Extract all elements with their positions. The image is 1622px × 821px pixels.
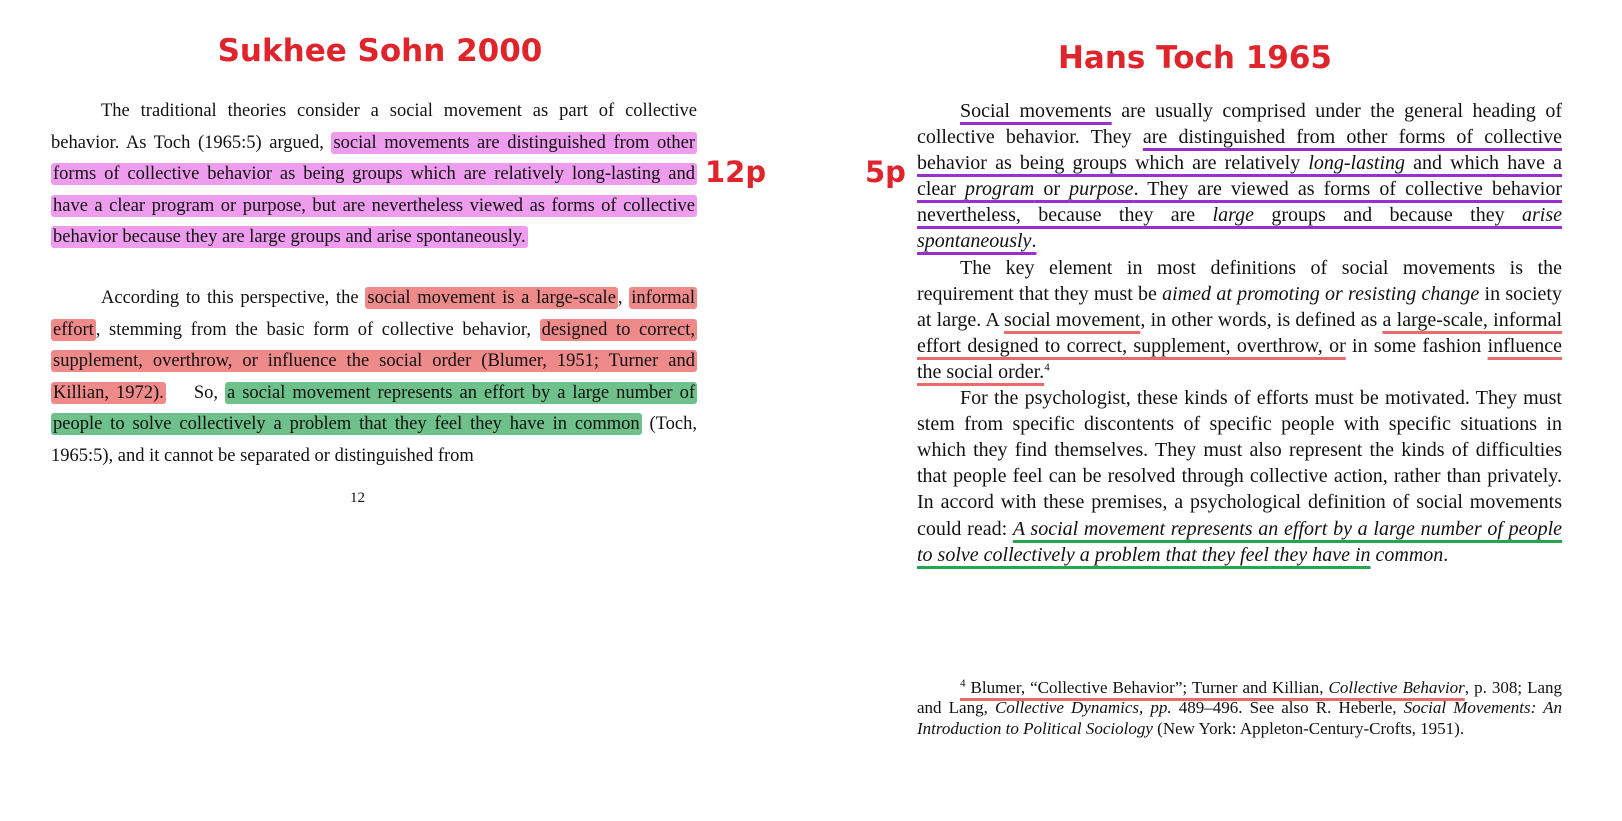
- left-p2-text: , stemming from the basic form of collective behavior,: [95, 319, 540, 340]
- left-page-badge: 12p: [705, 155, 767, 189]
- footnote-red-underline: [960, 678, 1465, 697]
- right-p3-text: For the psychologist, these kinds of efforts must be motivated. They must stem from specific discontents of specific people with specific situations in which they find themselves. They must also represent the kinds of difficulties that people feel can be resolved through collective action, rather than privately. In accord with these premises, a psychological definition of social movements could read:: [917, 387, 1562, 540]
- right-p3-text: .: [1443, 543, 1449, 566]
- right-purple-underline: long-lasting: [1308, 152, 1406, 175]
- left-p2-text: (Toch, 1965:5), and it cannot be separated or distinguished from: [51, 414, 697, 466]
- right-document-excerpt: [917, 98, 1562, 568]
- right-purple-underline: . They are viewed as forms of collective behavior nevertheless, because they are: [917, 178, 1562, 227]
- footnote-text: , p. 308; Lang and Lang,: [917, 678, 1563, 718]
- right-purple-underline: .: [1031, 230, 1037, 253]
- footnote-text: 489–496. See also R. Heberle,: [1171, 698, 1404, 718]
- left-p2-text: According to this perspective, the: [101, 287, 366, 308]
- left-paragraph-1: [51, 96, 697, 254]
- right-paragraph-1: [917, 98, 1562, 255]
- footnote-italic: Social Movements: An Introduction to Political Sociology: [917, 698, 1562, 738]
- right-p2-text: in some fashion: [1345, 334, 1488, 357]
- left-red-highlight: informal effort: [53, 287, 695, 340]
- left-p2-text: ,: [617, 287, 630, 308]
- left-red-highlight: designed to correct, supplement, overthrow, or influence the social order (Blumer, 1951; Turner and Killian, 1972).: [53, 319, 695, 403]
- right-p2-italic: aimed at promoting or resisting change: [1162, 282, 1480, 305]
- right-p1-text: are usually comprised under the general heading of collective behavior. They: [917, 100, 1562, 149]
- right-green-underline: A social movement represents an effort by a large number of people to solve collectively a problem that they feel they have in: [917, 517, 1562, 566]
- footnote-underlined-text: Blumer, “Collective Behavior”; Turner and Killian,: [965, 678, 1329, 697]
- right-red-underline: influence the social order.: [917, 334, 1562, 383]
- left-paragraph-2: [51, 283, 697, 473]
- right-purple-underline: groups and because they: [1254, 204, 1522, 227]
- right-purple-underline: purpose: [1069, 178, 1134, 201]
- footnote-ref: 4: [1044, 361, 1050, 374]
- right-footnote: [917, 678, 1562, 739]
- right-paragraph-2: [917, 255, 1562, 385]
- right-p2-text: in society at large. A: [917, 282, 1562, 331]
- right-purple-underline: or: [1034, 178, 1070, 201]
- left-red-highlight: social movement is a large-scale: [367, 287, 616, 308]
- left-pink-highlight: social movements are distinguished from other forms of collective behavior as being groups which are relatively long-lasting and have a clear program or purpose, but are nevertheless viewed as forms of collective behavior because they are large groups and arise spontaneously.: [53, 132, 696, 248]
- right-document-title: Hans Toch 1965: [1057, 40, 1333, 76]
- right-purple-underline: and which have a clear: [917, 152, 1562, 201]
- right-red-underline: social movement: [1004, 308, 1141, 331]
- right-purple-underline: arise spontaneously: [917, 204, 1562, 253]
- left-p2-text: So,: [165, 382, 226, 403]
- footnote-number: 4: [960, 677, 966, 690]
- right-red-underline: a large-scale, informal effort designed to correct, supplement, overthrow, or: [917, 308, 1563, 357]
- right-purple-underline: are distinguished from other forms of collective behavior as being groups which are relatively: [917, 126, 1562, 175]
- footnote-text: (New York: Appleton-Century-Crofts, 1951).: [1152, 718, 1465, 738]
- right-purple-underline: program: [964, 178, 1035, 201]
- right-purple-underline: Social movements: [960, 100, 1112, 122]
- left-document-title: Sukhee Sohn 2000: [217, 33, 543, 69]
- left-p1-text: The traditional theories consider a social movement as part of collective behavior. As Toch (1965:5) argued,: [51, 101, 697, 153]
- right-p3-italic: common: [1370, 543, 1444, 566]
- right-page-badge: 5p: [865, 155, 906, 189]
- footnote-italic: Collective Dynamics, pp.: [994, 698, 1172, 718]
- footnote-underlined-italic: Collective Behavior: [1328, 678, 1465, 697]
- right-purple-underline: large: [1212, 204, 1255, 227]
- right-paragraph-3: [917, 385, 1562, 568]
- left-green-highlight: a social movement represents an effort by a large number of people to solve collectively a problem that they feel they have in common: [53, 382, 696, 435]
- left-page-number: 12: [350, 490, 365, 506]
- right-p2-text: The key element in most definitions of social movements is the requirement that they must be: [917, 256, 1562, 305]
- right-p2-text: , in other words, is defined as: [1140, 308, 1383, 331]
- left-document-excerpt: [51, 96, 697, 473]
